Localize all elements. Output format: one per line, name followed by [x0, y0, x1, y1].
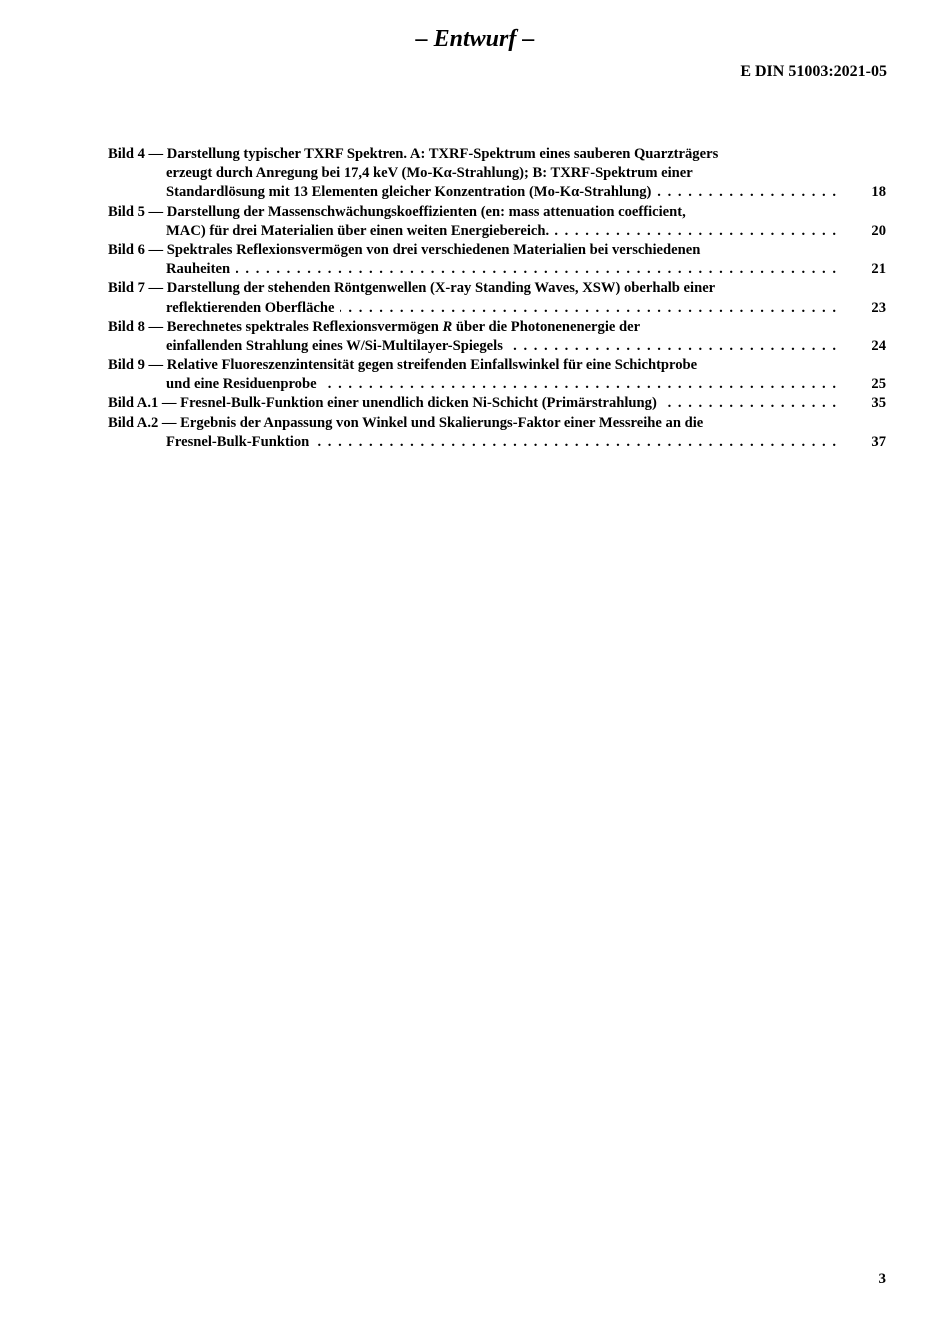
draft-label: – Entwurf – [415, 26, 535, 52]
toc-entry-text [166, 222, 549, 241]
dot-leader [236, 260, 836, 279]
document-id: E DIN 51003:2021-05 [740, 63, 887, 80]
toc-page-number[interactable]: 21 [871, 261, 886, 278]
toc-entry-text [108, 318, 640, 337]
dot-leader [323, 375, 836, 394]
toc-page-number[interactable]: 35 [871, 395, 886, 412]
toc-entry-text [108, 241, 700, 260]
toc-entry-line [108, 433, 886, 452]
toc-entry-line [108, 279, 886, 298]
text-segment: Bild 8 — Berechnetes spektrales Reflexionsvermögen [108, 318, 443, 335]
toc-entry[interactable] [108, 356, 886, 394]
text-segment: erzeugt durch Anregung bei 17,4 keV (Mo-Kα-Strahlung); B: TXRF-Spektrum einer [166, 165, 693, 182]
toc-page-number[interactable]: 20 [871, 222, 886, 239]
toc-entry-line [108, 260, 886, 279]
toc-entry-text [108, 414, 703, 433]
text-segment: Bild A.1 — Fresnel-Bulk-Funktion einer unendlich dicken Ni-Schicht (Primärstrahlung) [108, 395, 657, 412]
toc-entry-line [108, 145, 886, 164]
toc-entry-line [108, 299, 886, 318]
text-segment: Rauheiten [166, 261, 231, 278]
text-segment: Bild A.2 — Ergebnis der Anpassung von Winkel und Skalierungs-Faktor einer Messreihe an die [108, 414, 704, 431]
dot-leader [555, 222, 836, 241]
italic-symbol: R [442, 318, 453, 335]
text-segment: MAC) für drei Materialien über einen weiten Energiebereich. [166, 222, 550, 239]
toc-entry-line [108, 375, 886, 394]
toc-entry[interactable] [108, 414, 886, 452]
toc-entry[interactable] [108, 241, 886, 279]
toc-entry-line [108, 394, 886, 413]
toc-entry-line [108, 356, 886, 375]
toc-entry-text [166, 375, 317, 394]
toc-entry-text [166, 164, 693, 183]
text-segment: Bild 5 — Darstellung der Massenschwächungskoeffizienten (en: mass attenuation coefficient, [108, 203, 686, 220]
dot-leader [509, 337, 836, 356]
toc-entry-line [108, 414, 886, 433]
toc-entry[interactable] [108, 318, 886, 356]
text-segment: Standardlösung mit 13 Elementen gleicher Konzentration (Mo-Kα-Strahlung) [166, 184, 652, 201]
toc-entry[interactable] [108, 279, 886, 317]
text-segment: Bild 4 — Darstellung typischer TXRF Spektren. A: TXRF-Spektrum eines sauberen Quarzträgers [108, 146, 719, 162]
toc-entry-text [166, 260, 230, 279]
toc-entry-text [108, 145, 718, 164]
dot-leader [340, 299, 836, 318]
text-segment: und eine Residuenprobe [166, 376, 317, 393]
toc-entry-text [108, 203, 686, 222]
toc-page-number[interactable]: 25 [871, 376, 886, 393]
dot-leader [663, 394, 836, 413]
toc-entry-text [108, 356, 697, 375]
text-segment: Bild 7 — Darstellung der stehenden Röntgenwellen (X-ray Standing Waves, XSW) oberhalb einer [108, 280, 716, 297]
toc-entry-line [108, 318, 886, 337]
toc-entry-line [108, 164, 886, 183]
toc-entry[interactable] [108, 394, 886, 413]
toc-page-number[interactable]: 24 [871, 337, 886, 354]
text-segment: Bild 6 — Spektrales Reflexionsvermögen von drei verschiedenen Materialien bei verschiedenen [108, 241, 701, 258]
toc-page-number[interactable]: 18 [871, 184, 886, 201]
toc-entry-text [166, 433, 309, 452]
toc-page-number[interactable]: 37 [871, 433, 886, 450]
toc-entry-text [108, 279, 715, 298]
list-of-figures [108, 145, 886, 452]
toc-entry-text [166, 337, 503, 356]
toc-entry[interactable] [108, 203, 886, 241]
text-segment: Fresnel-Bulk-Funktion [166, 433, 310, 450]
text-segment: Bild 9 — Relative Fluoreszenzintensität gegen streifenden Einfallswinkel für eine Schichtprobe [108, 357, 698, 374]
text-segment: einfallenden Strahlung eines W/Si-Multilayer-Spiegels [166, 337, 503, 354]
toc-entry-line [108, 337, 886, 356]
toc-entry-text [108, 394, 657, 413]
page-number: 3 [878, 1271, 886, 1287]
toc-entry-text [166, 299, 334, 318]
text-segment: über die Photonenenergie der [452, 318, 641, 335]
dot-leader [315, 433, 836, 452]
toc-entry[interactable] [108, 145, 886, 203]
toc-entry-text [166, 183, 651, 202]
dot-leader [657, 183, 836, 202]
toc-entry-line [108, 241, 886, 260]
toc-entry-line [108, 183, 886, 202]
text-segment: reflektierenden Oberfläche [166, 299, 335, 316]
toc-entry-line [108, 222, 886, 241]
toc-page-number[interactable]: 23 [871, 299, 886, 316]
toc-entry-line [108, 203, 886, 222]
